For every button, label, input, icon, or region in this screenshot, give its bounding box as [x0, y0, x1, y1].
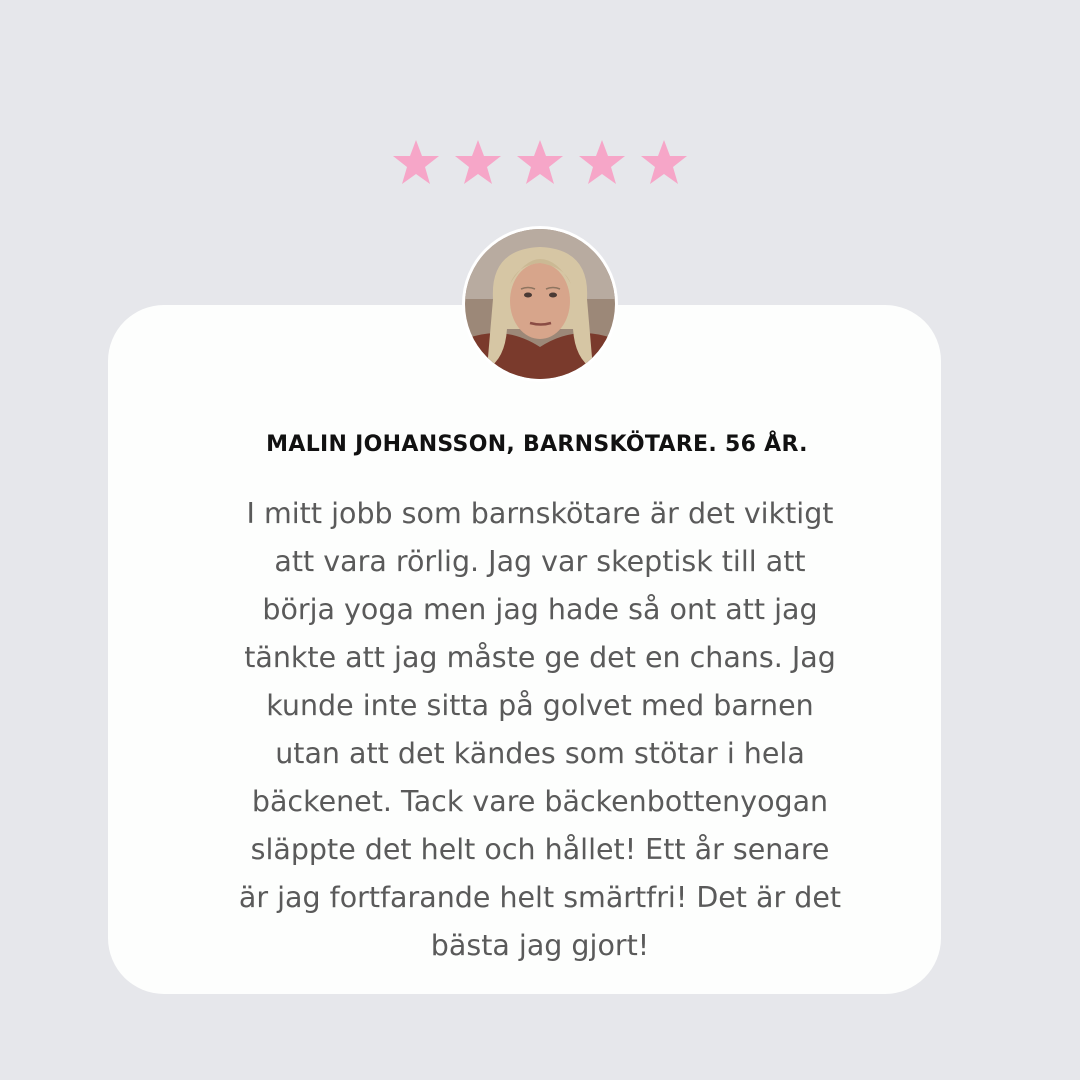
quote-line: tänkte att jag måste ge det en chans. Jag	[244, 641, 836, 674]
reviewer-photo	[465, 229, 615, 379]
star-rating	[0, 138, 1080, 188]
reviewer-name: MALIN JOHANSSON, BARNSKÖTARE. 56 ÅR.	[266, 432, 808, 457]
star-icon	[453, 138, 503, 188]
quote-line: är jag fortfarande helt smärtfri! Det är det	[238, 881, 842, 914]
quote-line: utan att det kändes som stötar i hela	[275, 737, 805, 770]
quote-line: bästa jag gjort!	[430, 929, 650, 962]
avatar	[462, 226, 618, 382]
quote-line: bäckenet. Tack vare bäckenbottenyogan	[251, 785, 829, 818]
star-icon	[391, 138, 441, 188]
testimonial-quote	[190, 490, 890, 970]
quote-line: kunde inte sitta på golvet med barnen	[266, 689, 814, 722]
quote-line: börja yoga men jag hade så ont att jag	[262, 593, 818, 626]
star-icon	[577, 138, 627, 188]
quote-line: I mitt jobb som barnskötare är det viktigt	[246, 497, 834, 530]
quote-line: att vara rörlig. Jag var skeptisk till att	[274, 545, 806, 578]
star-icon	[639, 138, 689, 188]
star-icon	[515, 138, 565, 188]
quote-line: släppte det helt och hållet! Ett år senare	[250, 833, 830, 866]
